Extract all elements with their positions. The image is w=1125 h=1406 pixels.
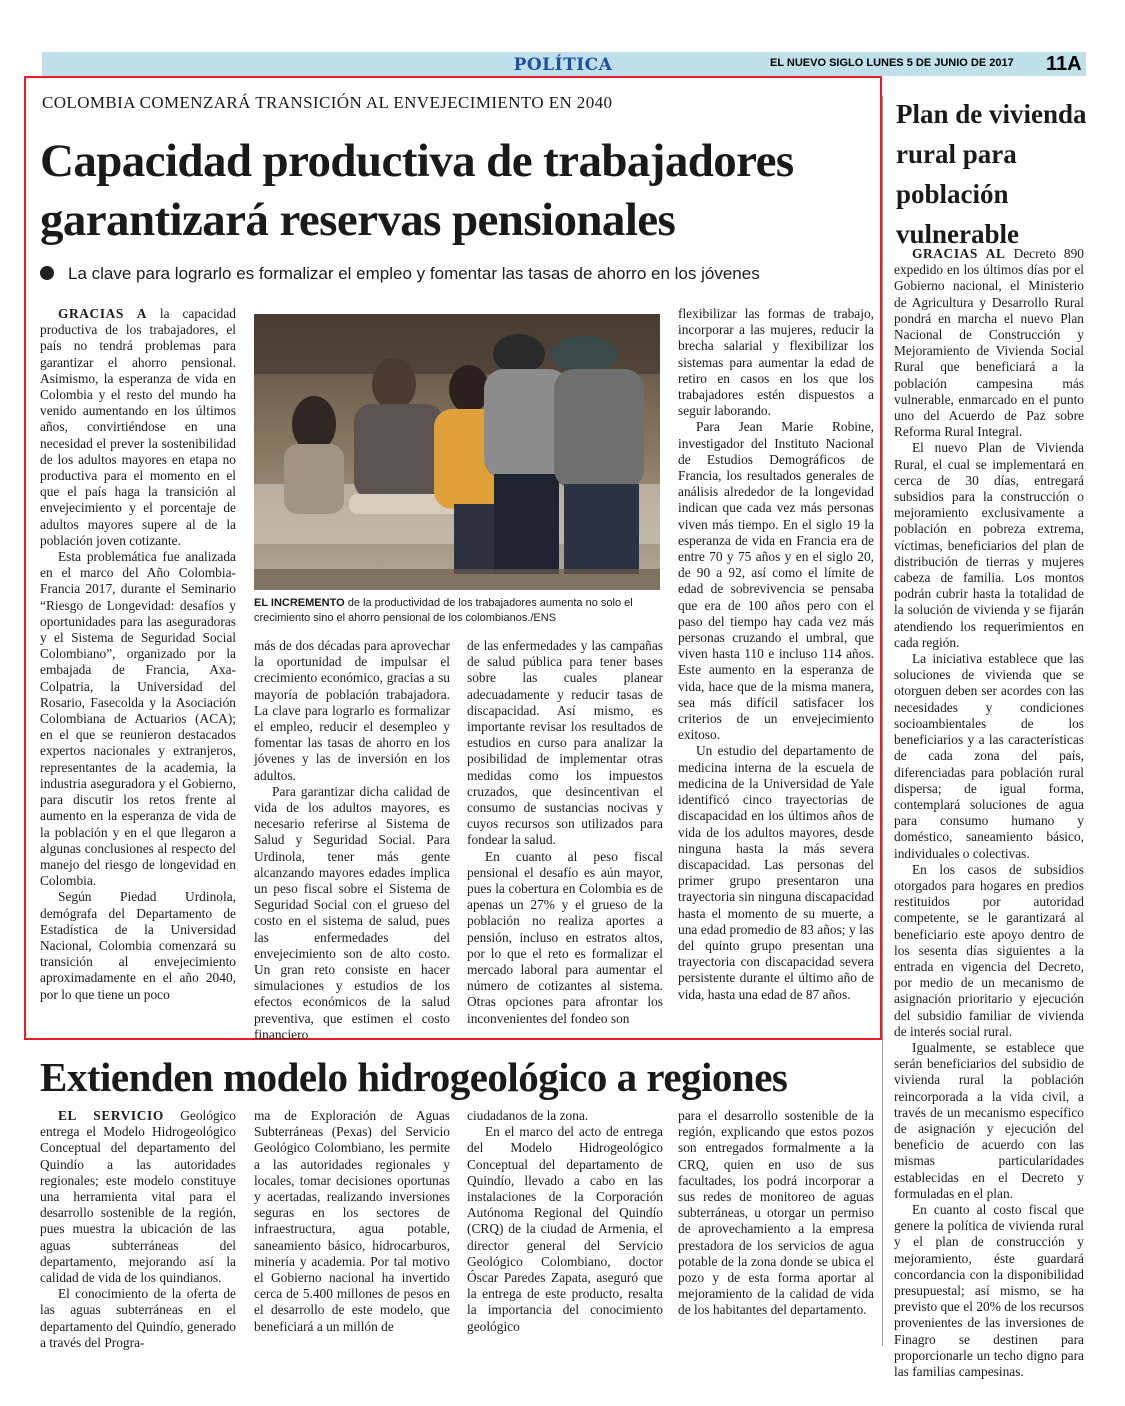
second-column-3 xyxy=(467,1108,663,1335)
main-column-2 xyxy=(254,638,450,1043)
side-article-body xyxy=(894,246,1084,1380)
paragraph: El nuevo Plan de Vivienda Rural, el cual se implementará en cerca de 30 días, entregará subsidios para la construcción o mejoramiento exclusivamente a población en pobreza extrema, víctimas, beneficiarios del plan de distribución de tierras y mujeres cabeza de familia. Los montos podrán cubrir hasta la totalidad de la solución de vivienda y se fijarán atendiendo los requerimientos en cada región. xyxy=(894,440,1084,650)
second-column-4 xyxy=(678,1108,874,1319)
paragraph: más de dos décadas para aprovechar la oportunidad de impulsar el crecimiento económico, gracias a su mayoría de población trabajadora. La clave para lograrlo es formalizar el empleo, reducir el desempleo y fomentar las tasas de ahorro en los jóvenes y las de inversión en los adultos. xyxy=(254,638,450,783)
paragraph: Para garantizar dicha calidad de vida de los adultos mayores, es necesario referirse al Sistema de Salud y Seguridad Social. Para Urdinola, tener más gente alcanzando mayores edades implica un peso fiscal sobre el Sistema de Seguridad Social con el grueso del costo en el sistema de salud, pues las enfermedades del envejecimiento son de alto costo. Un gran reto consiste en hacer simulaciones y estudios de los efectos económicos de la salud preventiva, que estimen el costo financiero xyxy=(254,783,450,1042)
paragraph: de las enfermedades y las campañas de salud pública para tener bases sobre las cuales planear adecuadamente y reducir tasas de discapacidad. Así mismo, es importante revisar los resultados de estudios en curso para analizar la posibilidad de implementar otras medidas como los impuestos cruzados, que desincentivan el consumo de sustancias nocivas y cuyos recursos son utilizados para fondear la salud. xyxy=(467,638,663,848)
paragraph: En cuanto al costo fiscal que genere la política de vivienda rural y el plan de construcción y mejoramiento, éste guardará concordancia con la disponibilidad presupuestal; así mismo, se ha previsto que el 20% de los recursos provenientes de las inversiones de Finagro se destinen para proporcionarle un techo digno para las familias campesinas. xyxy=(894,1201,1084,1380)
second-headline: Extienden modelo hidrogeológico a regiones xyxy=(40,1054,788,1100)
main-column-1 xyxy=(40,306,236,1003)
article-kicker: COLOMBIA COMENZARÁ TRANSICIÓN AL ENVEJECIMIENTO EN 2040 xyxy=(42,93,613,112)
paragraph: GRACIAS A la capacidad productiva de los trabajadores, el país no tendrá problemas para garantizar el ahorro pensional. Asimismo, la esperanza de vida en Colombia y el resto del mundo ha venido aumentando en los últimos años, convirtiéndose en una necesidad el prever la sostenibilidad de los adultos mayores en etapa no productiva para el momento en el que el país haga la transición al envejecimiento y el porcentaje de adultos mayores supere al de la población joven cotizante. xyxy=(40,306,236,548)
paragraph: para el desarrollo sostenible de la región, explicando que estos pozos son entregados formalmente a la CRQ, quien en uso de sus facultades, los podrá incorporar a sus redes de monitoreo de aguas subterráneas, u otorgar un permiso de aprovechamiento a la empresa prestadora de los servicios de agua potable de la zona donde se ubica el pozo y de esta forma aportar al mejoramiento de la calidad de vida de los habitantes del departamento. xyxy=(678,1108,874,1318)
paragraph: flexibilizar las formas de trabajo, incorporar a las mujeres, reducir la brecha salarial y flexibilizar los sistemas para aumentar la edad de retiro en casos en los que los trabajadores estén dispuestos a seguir laborando. xyxy=(678,306,874,419)
deck-text: La clave para lograrlo es formalizar el empleo y fomentar las tasas de ahorro en los jóvenes xyxy=(68,264,760,283)
article-photo xyxy=(254,314,660,590)
paragraph: Para Jean Marie Robine, investigador del Instituto Nacional de Estudios Demográficos de Francia, los resultados generales de análisis alrededor de la longevidad indican que cada vez más personas viven más tiempo. En el siglo 19 la esperanza de vida en Francia era de entre 70 y 75 años y en el siglo 20, de 90 a 92, así como el límite de edad de sobrevivencia se pensaba que era de 100 años pero con el paso del tiempo hay cada vez más personas cruzando el umbral, que viven hasta 110 e incluso 114 años. Este aumento en la esperanza de vida, hace que de la misma manera, sea más difícil satisfacer los criterios de un envejecimiento exitoso. xyxy=(678,419,874,743)
caption-lead: EL INCREMENTO xyxy=(254,597,345,609)
paragraph: La iniciativa establece que las soluciones de vivienda que se otorguen deben ser acordes con las necesidades y condiciones socioambientales de los beneficiarios y a las características de cada zona del país, diferenciadas para población rural dispersa; de igual forma, contemplará soluciones de agua para consumo humano y doméstico, saneamiento básico, individuales o colectivas. xyxy=(894,651,1084,861)
column-divider xyxy=(882,96,883,1346)
lead-in: EL SERVICIO xyxy=(58,1108,164,1123)
main-column-4 xyxy=(678,306,874,1003)
lead-in: GRACIAS A xyxy=(58,306,147,321)
page-number: 11A xyxy=(1046,53,1082,75)
paragraph: ma de Exploración de Aguas Subterráneas (Pexas) del Servicio Geológico Colombiano, les permite a las autoridades regionales y locales, tomar decisiones oportunas y acertadas, realizando inversiones seguras en los sectores de infraestructura, agua potable, saneamiento básico, hidrocarburos, minería y academia. Por tal motivo el Gobierno nacional ha invertido cerca de 5.400 millones de pesos en el desarrollo de este modelo, que beneficiará a un millón de xyxy=(254,1108,450,1334)
article-headline xyxy=(40,132,880,250)
second-column-2 xyxy=(254,1108,450,1335)
section-name: POLÍTICA xyxy=(513,55,613,75)
paragraph: En los casos de subsidios otorgados para hogares en predios restituidos por autoridad competente, se le garantizará al beneficiario este apoyo dentro de los sesenta días siguientes a la entrada en vigencia del Decreto, por medio de un mecanismo de asignación prioritario y ejecución del subsidio familiar de vivienda de interés social rural. xyxy=(894,861,1084,1039)
second-column-1 xyxy=(40,1108,236,1351)
bullet-icon xyxy=(40,266,54,280)
paragraph: En el marco del acto de entrega del Modelo Hidrogeológico Conceptual del departamento de Quindío, llevado a cabo en las instalaciones de la Corporación Autónoma Regional del Quindío (CRQ) de la ciudad de Armenia, el director general del Servicio Geológico Colombiano, doctor Óscar Paredes Zapata, aseguró que la entrega de este producto, resalta la importancia del conocimiento geológico xyxy=(467,1124,663,1334)
dateline: EL NUEVO SIGLO LUNES 5 DE JUNIO DE 2017 xyxy=(770,57,1014,69)
side-headline: Plan de vivienda rural para población vulnerable xyxy=(896,99,1087,249)
headline-line-2: garantizará reservas pensionales xyxy=(40,194,676,246)
paragraph: ciudadanos de la zona. xyxy=(467,1108,589,1123)
paragraph: Según Piedad Urdinola, demógrafa del Departamento de Estadística de la Universidad Nacional, Colombia comenzará su transición al envejecimiento aproximadamente en el año 2040, por lo que tiene un poco xyxy=(40,889,236,1002)
main-column-3 xyxy=(467,638,663,1027)
paragraph: EL SERVICIO Geológico entrega el Modelo Hidrogeológico Conceptual del departamento del Quindío a las autoridades regionales; este modelo constituye una herramienta vital para el desarrollo sostenible de la región, pues muestra la ubicación de las aguas subterráneas del departamento, mejorando así la calidad de vida de los quindianos. xyxy=(40,1108,236,1286)
paragraph: GRACIAS AL Decreto 890 expedido en los últimos días por el Gobierno nacional, el Ministerio de Agricultura y Desarrollo Rural pondrá en marcha el nuevo Plan Nacional de Construcción y Mejoramiento de Vivienda Social Rural que beneficiará a la población campesina más vulnerable, enmarcado en el punto uno del Acuerdo de Paz sobre Reforma Rural Integral. xyxy=(894,246,1084,440)
lead-in: GRACIAS AL xyxy=(912,246,1006,261)
paragraph: Un estudio del departamento de medicina interna de la escuela de medicina de la Universidad de Yale identificó cinco trayectorias de discapacidad en los últimos años de vida de los adultos mayores, desde ninguna hasta la más severa discapacidad. Las personas del primer grupo presentaron una trayectoria sin ninguna discapacidad hasta el momento de su muerte, a una edad promedio de 83 años; y las del quinto grupo presentan una trayectoria con discapacidad severa persistente durante el último año de vida, hasta una edad de 87 años. xyxy=(678,743,874,1002)
headline-line-1: Capacidad productiva de trabajadores xyxy=(40,135,794,187)
paragraph: En cuanto al peso fiscal pensional el desafío es aún mayor, pues la cobertura en Colombia es de apenas un 27% y el grueso de la población no realiza aportes a pensión, incluso en estratos altos, por lo que el reto es formalizar el mercado laboral para aumentar el número de cotizantes al sistema. Otras opciones para afrontar los inconvenientes del fondeo son xyxy=(467,848,663,1026)
paragraph: El conocimiento de la oferta de las aguas subterráneas en el departamento del Quindío, generado a través del Progra- xyxy=(40,1286,236,1350)
photo-caption: EL INCREMENTO de la productividad de los trabajadores aumenta no solo el crecimiento sino el ahorro pensional de los colombianos./ENS xyxy=(254,597,633,624)
paragraph: Igualmente, se establece que serán beneficiarios del subsidio de vivienda rural la población reincorporada a la vida civil, a través de un mecanismo específico de asignación y ejecución del beneficio de acuerdo con las mismas particularidades establecidas en el Decreto y formuladas en el plan. xyxy=(894,1039,1084,1201)
article-deck xyxy=(40,264,880,284)
paragraph: Esta problemática fue analizada en el marco del Año Colombia-Francia 2017, durante el Seminario “Riesgo de Longevidad: desafíos y oportunidades para las aseguradoras y el Sistema de Seguridad Social Colombiano”, organizado por la embajada de Francia, Axa-Colpatria, la Universidad del Rosario, Fasecolda y la Asociación Colombiana de Actuarios (ACA); en el que se reunieron destacados expertos nacionales y extranjeros, representantes de la academia, la industria aseguradora y el Gobierno, para discutir los retos frente al aumento en la esperanza de vida de la población y en el que llegaron a algunas conclusiones al respecto del manejo del riesgo de longevidad en Colombia. xyxy=(40,549,236,889)
